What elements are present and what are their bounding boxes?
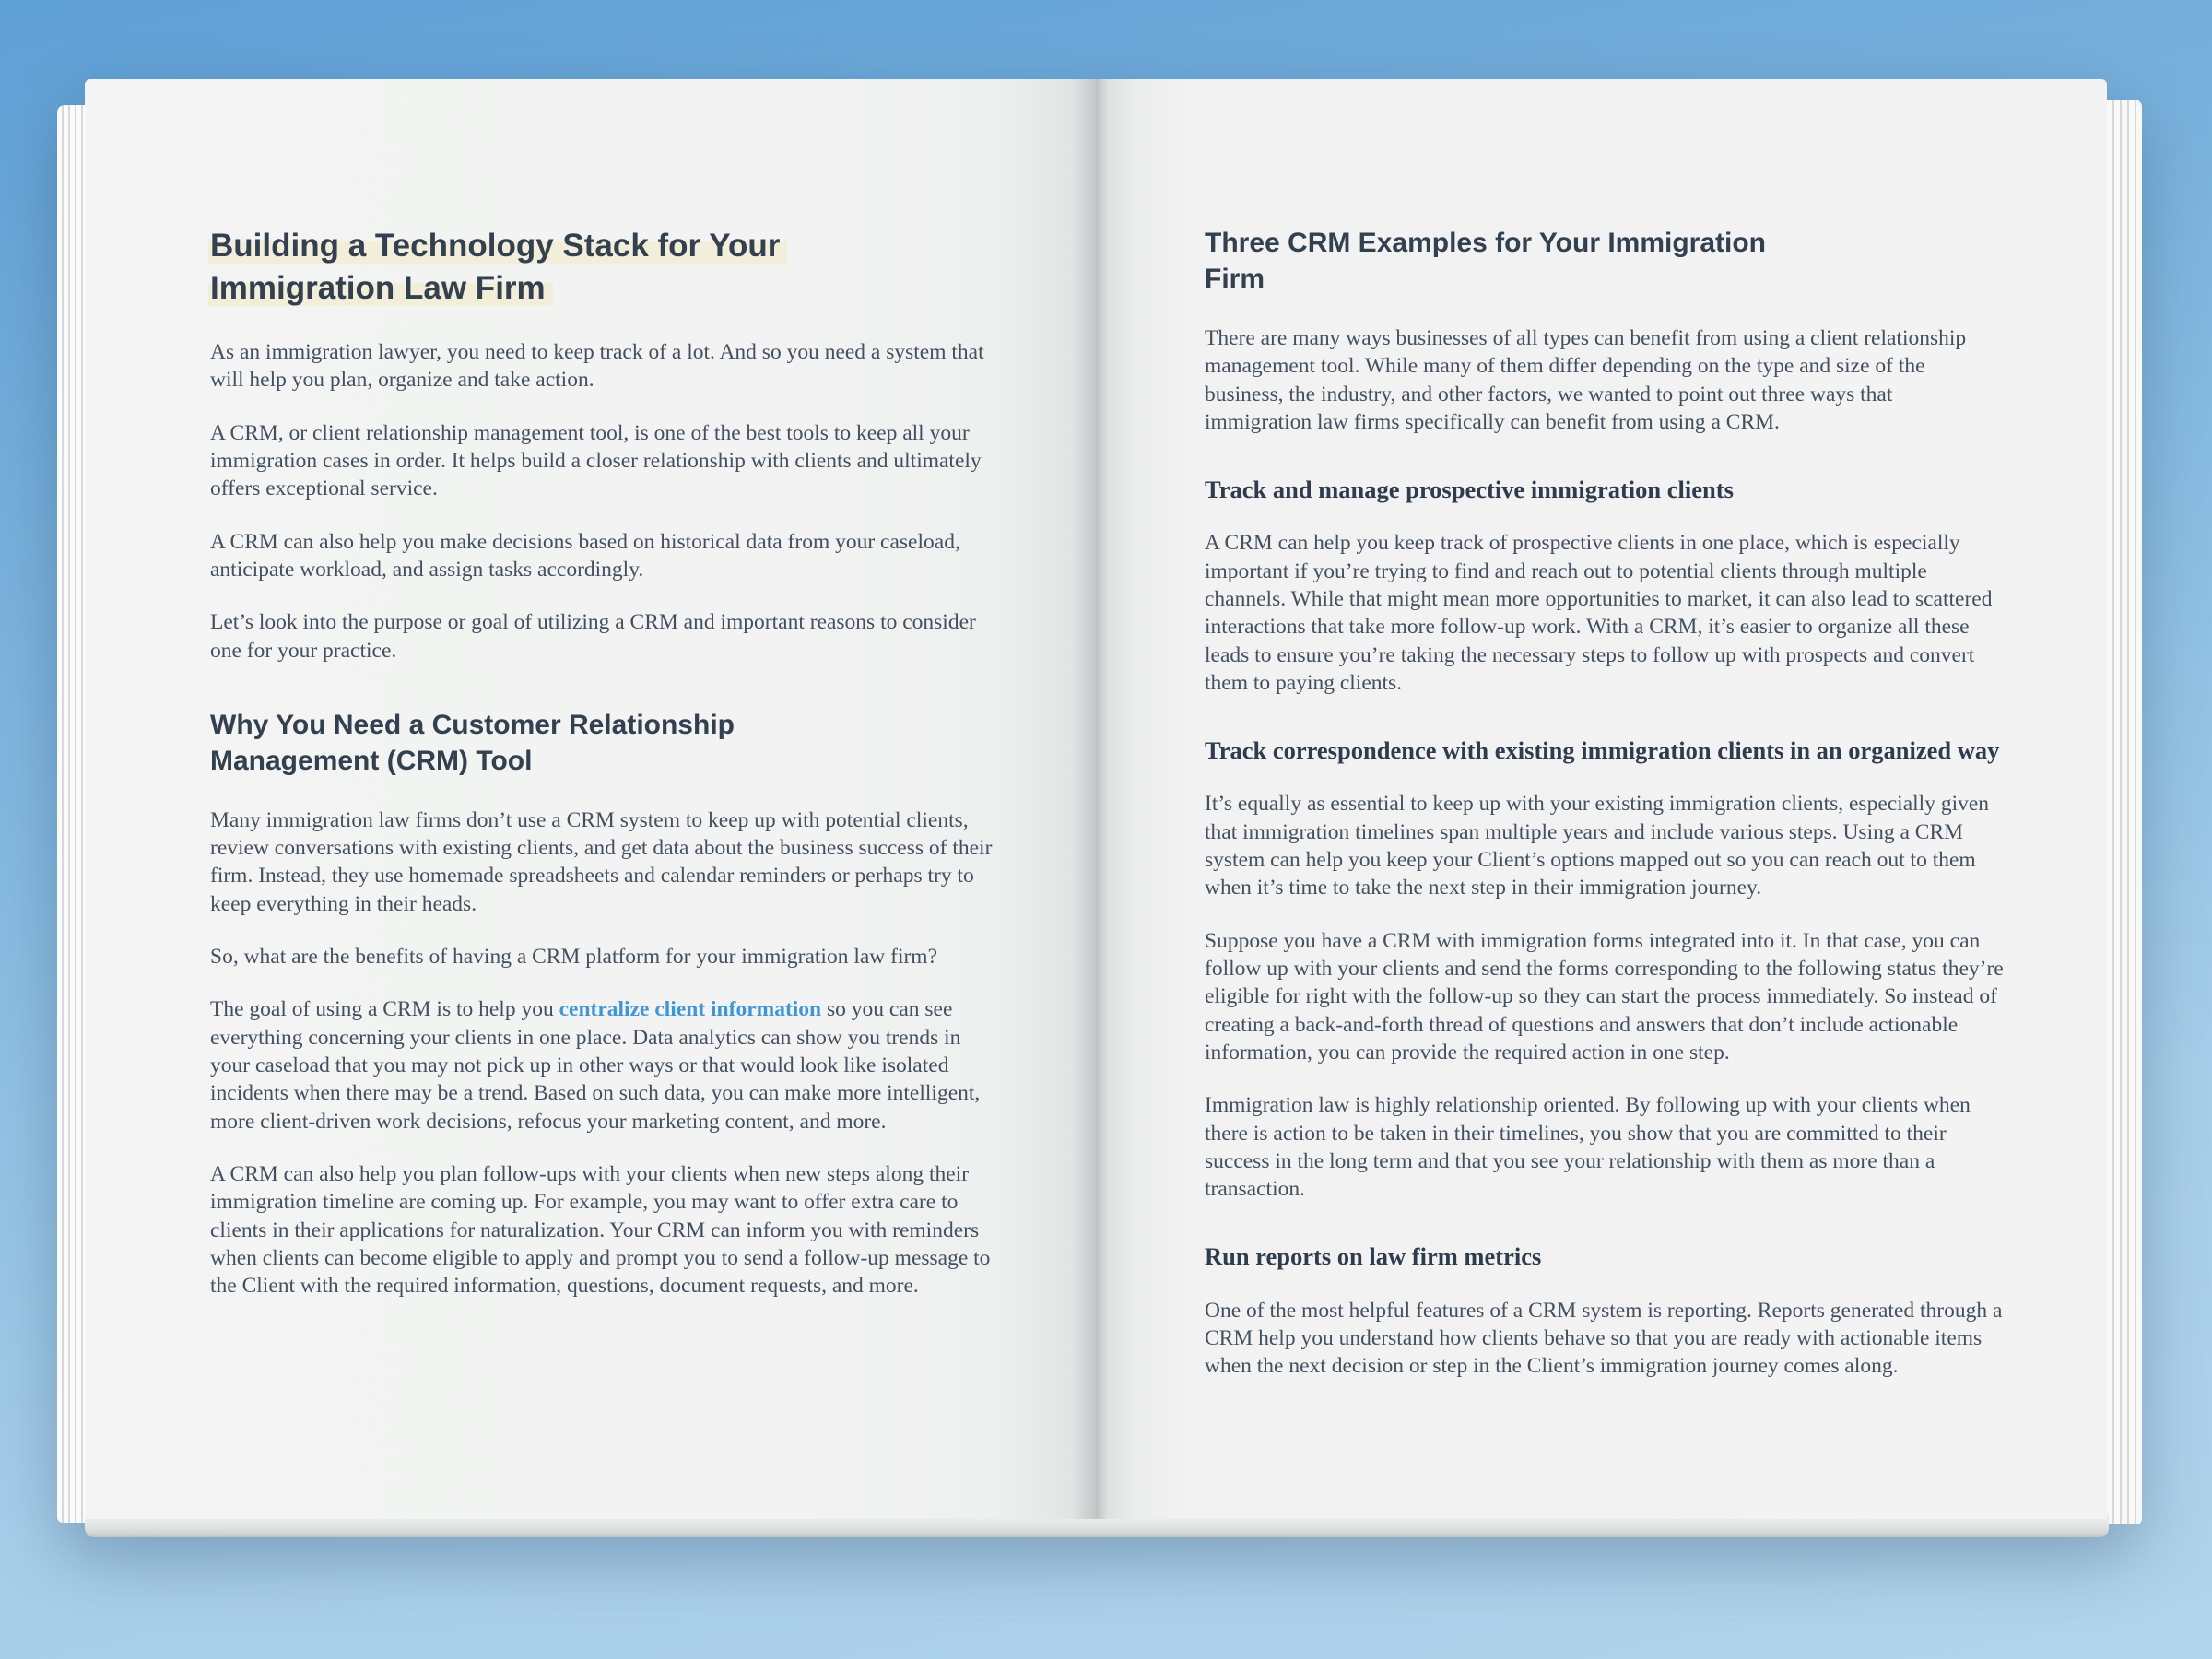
paragraph: There are many ways businesses of all types can benefit from using a client relationship management tool. While many of them differ depending on the type and size of the business, the industry, and other factors, we wanted to point out three ways that immigration law firms specifically can benefit from using a CRM. <box>1205 326 1967 434</box>
subheading-run-reports: Run reports on law firm metrics <box>1205 1242 1542 1271</box>
paragraph-with-link <box>210 995 998 1135</box>
subheading-track-correspondence: Track correspondence with existing immigration clients in an organized way <box>1205 736 2000 765</box>
page-stack-edge-left <box>57 105 88 1523</box>
centralize-client-information-link[interactable]: centralize client information <box>559 997 822 1022</box>
paragraph: A CRM can help you keep track of prospective clients in one place, which is especially important if you’re trying to find and reach out to potential clients through multiple channels. While that might mean more opportunities to market, it can also lead to scattered interactions that take more follow-up work. With a CRM, it’s easier to organize all these leads to ensure you’re taking the necessary steps to follow up with prospects and convert them to paying clients. <box>1205 531 1993 695</box>
paragraph: A CRM can also help you make decisions based on historical data from your caseload, anticipate workload, and assign tasks accordingly. <box>210 529 960 582</box>
paragraph-text: so you can see everything concerning your clients in one place. Data analytics can show you trends in your caseload that you may not pick up in other ways or that would look like isolated incidents when there may be a trend. Based on such data, you can make more intelligent, more client-driven work decisions, refocus your marketing content, and more. <box>210 997 981 1134</box>
subheading-track-and-manage: Track and manage prospective immigration clients <box>1205 476 1734 504</box>
title-highlight: Building a Technology Stack for Your Immigration Law Firm <box>208 228 787 306</box>
paragraph: A CRM can also help you plan follow-ups with your clients when new steps along their immigration timeline are coming up. For example, you may want to offer extra care to clients in their applications for naturalization. Your CRM can inform you with reminders when clients can become eligible to apply and prompt you to send a follow-up message to the Client with the required information, questions, document requests, and more. <box>210 1161 991 1299</box>
page-title <box>210 225 855 309</box>
page-stack-edge-right <box>2103 100 2142 1524</box>
paragraph: So, what are the benefits of having a CRM platform for your immigration law firm? <box>210 945 938 970</box>
left-page <box>85 79 1096 1519</box>
paragraph: Immigration law is highly relationship oriented. By following up with your clients when there is action to be taken in their timelines, you show that you are committed to their success in the long term and that you see your relationship with them as more than a transaction. <box>1205 1093 1971 1202</box>
right-page <box>1096 79 2107 1519</box>
paragraph-text: The goal of using a CRM is to help you <box>210 997 559 1022</box>
open-book <box>57 79 2142 1537</box>
paragraph: Many immigration law firms don’t use a CRM system to keep up with potential clients, review conversations with existing clients, and get data about the business success of their firm. Instead, they use homemade spreadsheets and calendar reminders or perhaps try to keep everything in their heads. <box>210 807 993 916</box>
paragraph: As an immigration lawyer, you need to keep track of a lot. And so you need a system that will help you plan, organize and take action. <box>210 340 984 393</box>
section-heading-why-crm: Why You Need a Customer Relationship Management (CRM) Tool <box>210 709 735 776</box>
paragraph: Suppose you have a CRM with immigration forms integrated into it. In that case, you can follow up with your clients and send the forms corresponding to the following status they’re eligible for right with the follow-up so they can start the process immediately. So instead of creating a back-and-forth thread of questions and answers that don’t include actionable information, you can provide the required action in one step. <box>1205 928 2004 1065</box>
section-heading-three-crm-examples: Three CRM Examples for Your Immigration Firm <box>1205 228 1767 294</box>
page-spread <box>85 79 2107 1519</box>
paragraph: A CRM, or client relationship management tool, is one of the best tools to keep all your immigration cases in order. It helps build a closer relationship with clients and ultimately offers exceptional service. <box>210 420 982 501</box>
paragraph: Let’s look into the purpose or goal of utilizing a CRM and important reasons to consider one for your practice. <box>210 610 976 663</box>
paragraph: It’s equally as essential to keep up with your existing immigration clients, especially given that immigration timelines span multiple years and include various steps. Using a CRM system can help you keep your Client’s options mapped out so you can reach out to them when it’s time to take the next step in their immigration journey. <box>1205 792 1990 900</box>
paragraph: One of the most helpful features of a CRM system is reporting. Reports generated through a CRM help you understand how clients behave so that you are ready with actionable items when the next decision or step in the Client’s immigration journey comes along. <box>1205 1298 2003 1379</box>
